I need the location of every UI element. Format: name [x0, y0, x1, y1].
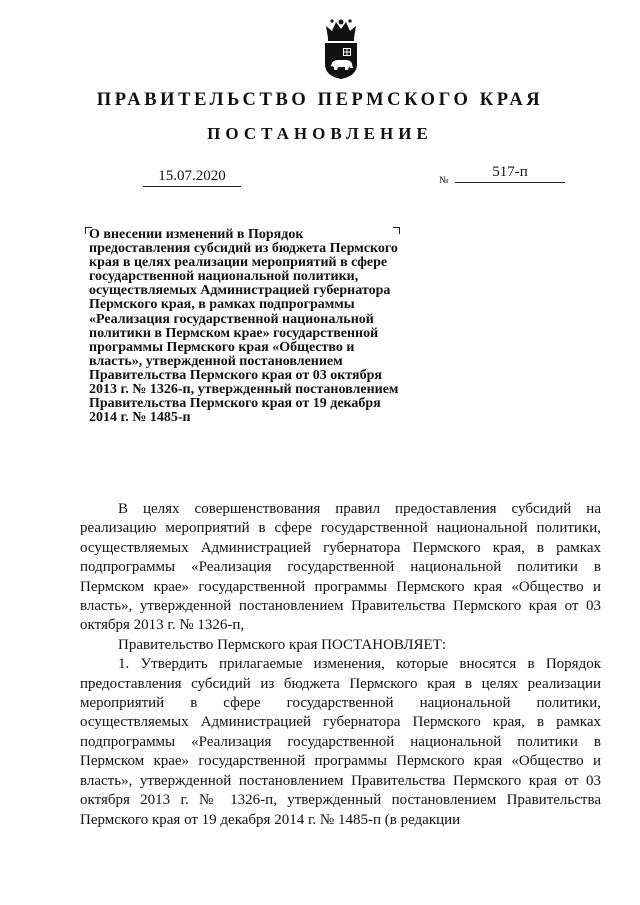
- document-date: 15.07.2020: [143, 168, 241, 187]
- document-body: [80, 500, 601, 830]
- document-type: ПОСТАНОВЛЕНИЕ: [207, 124, 433, 143]
- body-paragraph-1: В целях совершенствования правил предоставления субсидий на реализацию мероприятий в сфере государственной национальной политики, осуществляемых Администрацией губернатора Пермского края, в рамках подпрограммы «Реализация государственной национальной политики в Пермском крае» государственной программы Пермского края «Общество и власть», утвержденной постановлением Правительства Пермского края от 03 октября 2013 г. № 1326-п,: [80, 501, 601, 634]
- document-subject: О внесении изменений в Порядок предоставления субсидий из бюджета Пермского края в целях реализации мероприятий в сфере государственной национальной политики, осуществляемых Администрацией губернатора Пермского края, в рамках подпрограммы «Реализация государственной национальной политики в Пермском крае» государственной программы Пермского края «Общество и власть», утвержденной постановлением Правительства Пермского края от 03 октября 2013 г. № 1326-п, утвержденный постановлением Правительства Пермского края от 19 декабря 2014 г. № 1485-п: [89, 227, 399, 426]
- body-paragraph-3: 1. Утвердить прилагаемые изменения, которые вносятся в Порядок предоставления субсидий из бюджета Пермского края в целях реализации мероприятий в сфере государственной национальной политики, осуществляемых Администрацией губернатора Пермского края, в рамках подпрограммы «Реализация государственной национальной политики в Пермском крае» государственной программы Пермского края «Общество и власть», утвержденной постановлением Правительства Пермского края от 03 октября 2013 г. № 1326-п, утвержденный постановлением Правительства Пермского края от 19 декабря 2014 г. № 1485-п (в редакции: [80, 656, 601, 828]
- government-title: ПРАВИТЕЛЬСТВО ПЕРМСКОГО КРАЯ: [96, 90, 544, 110]
- number-sign: №: [439, 175, 449, 186]
- perm-krai-coat-of-arms-icon: [322, 16, 360, 80]
- document-number: 517-п: [455, 164, 565, 183]
- body-paragraph-2: Правительство Пермского края ПОСТАНОВЛЯЕТ:: [118, 636, 447, 653]
